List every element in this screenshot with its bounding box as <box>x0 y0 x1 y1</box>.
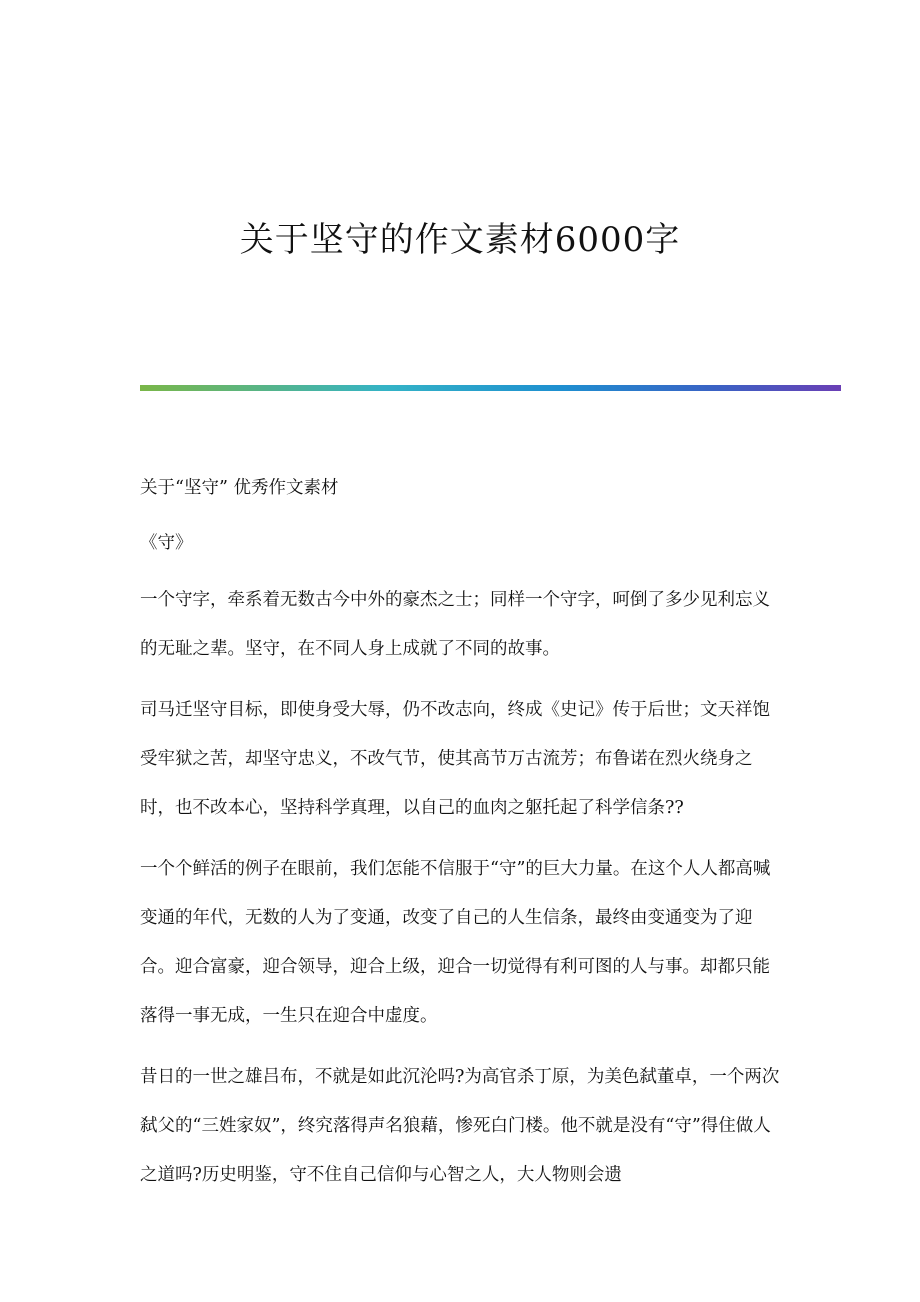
body-paragraph: 一个个鲜活的例子在眼前，我们怎能不信服于“守”的巨大力量。在这个人人都高喊变通的年代，无数的人为了变通，改变了自己的人生信条，最终由变通变为了迎合。迎合富豪，迎合领导，迎合上级，迎合一切觉得有利可图的人与事。却都只能落得一事无成，一生只在迎合中虚度。 <box>140 859 771 1026</box>
title-divider <box>140 385 841 391</box>
section-heading: 《守》 <box>140 533 193 553</box>
document-body <box>140 464 782 1212</box>
document-subtitle: 关于“坚守” 优秀作文素材 <box>140 478 339 498</box>
body-paragraph: 昔日的一世之雄吕布，不就是如此沉沦吗?为高官杀丁原，为美色弑董卓，一个两次弑父的“三姓家奴”，终究落得声名狼藉，惨死白门楼。他不就是没有“守”得住做人之道吗?历史明鉴，守不住自己信仰与心智之人，大人物则会遗 <box>140 1067 780 1185</box>
body-paragraph: 一个守字，牵系着无数古今中外的豪杰之士；同样一个守字，呵倒了多少见利忘义的无耻之辈。坚守，在不同人身上成就了不同的故事。 <box>140 590 770 659</box>
document-title: 关于坚守的作文素材6000字 <box>239 220 681 260</box>
body-paragraph: 司马迁坚守目标，即使身受大辱，仍不改志向，终成《史记》传于后世；文天祥饱受牢狱之苦，却坚守忠义，不改气节，使其高节万古流芳；布鲁诺在烈火绕身之时，也不改本心，坚持科学真理，以自己的血肉之躯托起了科学信条?? <box>140 700 770 818</box>
